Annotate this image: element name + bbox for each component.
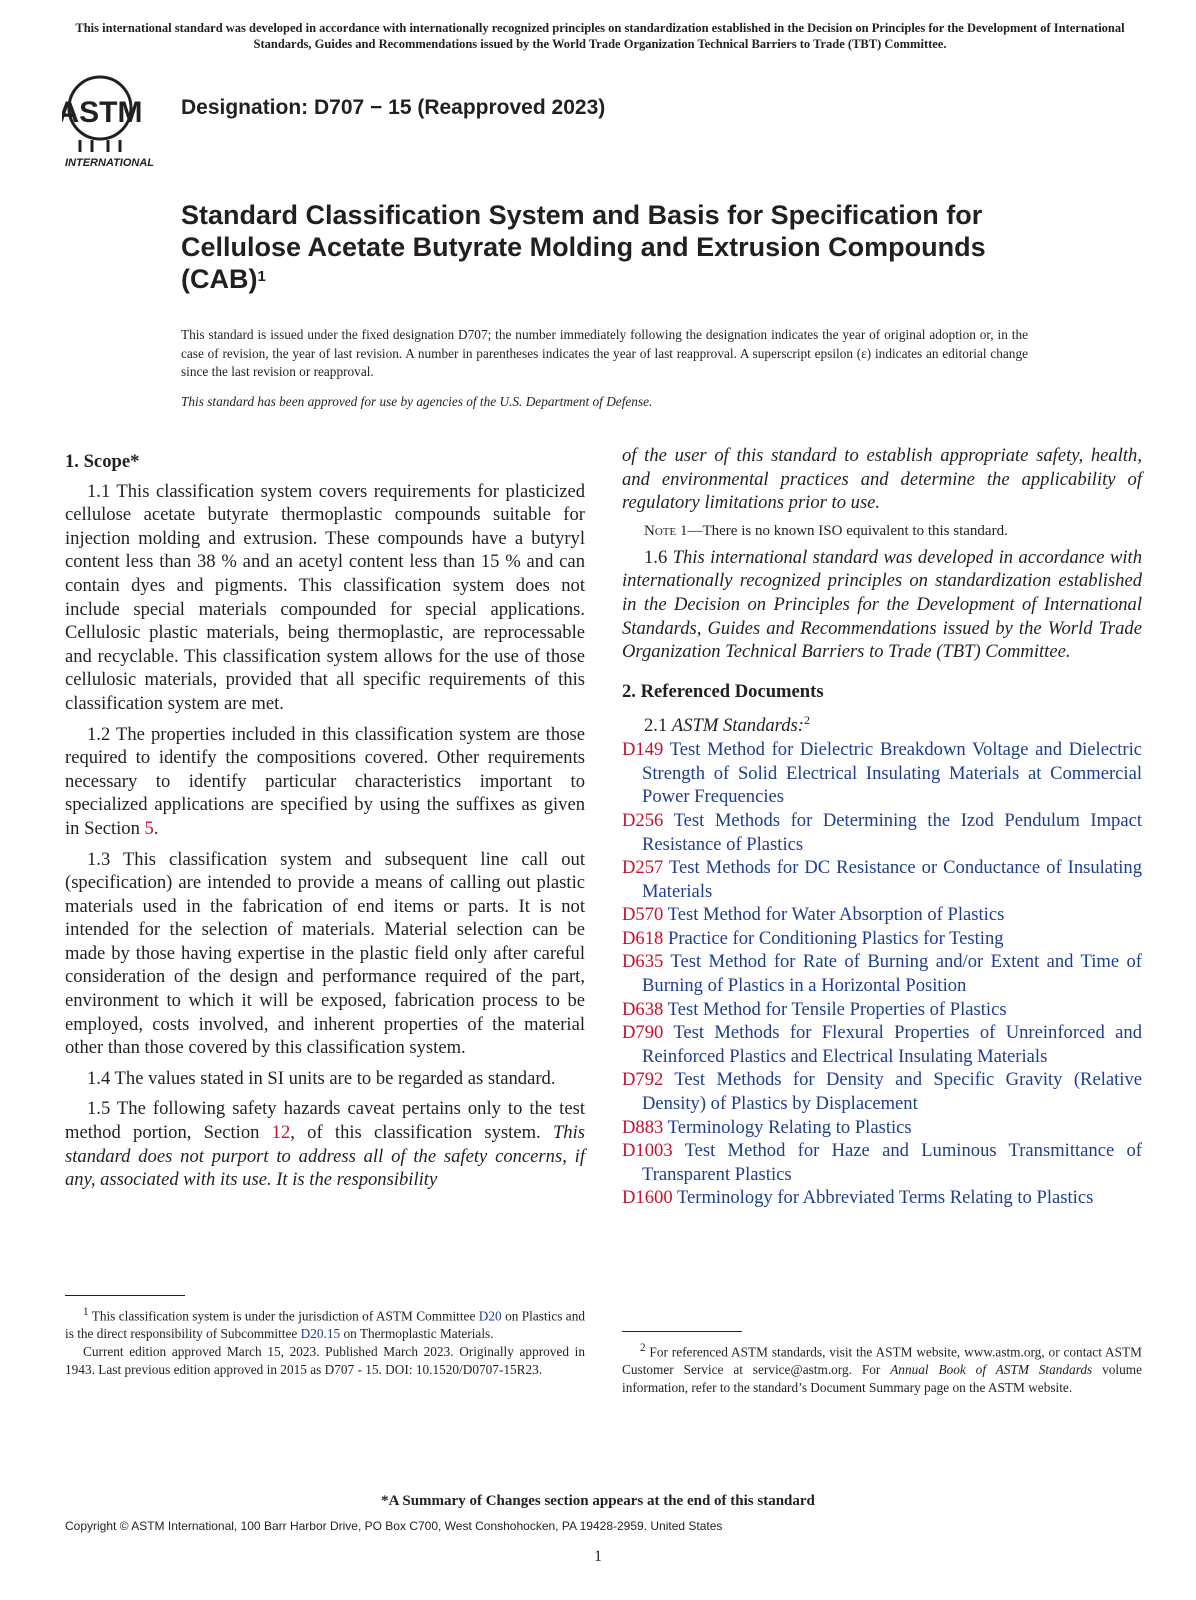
svg-text:INTERNATIONAL: INTERNATIONAL bbox=[65, 157, 155, 169]
reference-title-link[interactable]: Test Method for Tensile Properties of Plastics bbox=[667, 998, 1007, 1020]
paragraph-1-6: 1.6 This international standard was developed in accordance with internationally recognized principles on standardization established in the Decision on Principles for the Development of International Standards, Guides and Recommendations issued by the World Trade Organization Technical Barriers to Trade (TBT) Committee. bbox=[622, 546, 1143, 663]
section-heading-referenced-documents: 2. Referenced Documents bbox=[622, 680, 824, 702]
reference-code-link[interactable]: D1600 bbox=[622, 1187, 673, 1209]
committee-d20-link[interactable]: D20 bbox=[478, 1308, 502, 1324]
reference-title-link[interactable]: Test Methods for Flexural Properties of Unreinforced and Reinforced Plastics and Electrical Insulating Materials bbox=[642, 1022, 1143, 1067]
right-column bbox=[622, 444, 1142, 1210]
reference-code-link[interactable]: D570 bbox=[622, 904, 664, 926]
reference-title-link[interactable]: Test Method for Dielectric Breakdown Voltage and Dielectric Strength of Solid Electrical Insulating Materials at Commercial Power Frequencies bbox=[642, 739, 1142, 808]
reference-title-link[interactable]: Test Methods for Determining the Izod Pendulum Impact Resistance of Plastics bbox=[642, 809, 1142, 855]
reference-item bbox=[622, 1068, 1142, 1115]
svg-text:ASTM: ASTM bbox=[62, 96, 143, 129]
page-number: 1 bbox=[594, 1548, 602, 1565]
reference-code-link[interactable]: D638 bbox=[622, 998, 664, 1020]
reference-item bbox=[622, 1116, 1142, 1140]
reference-title-link[interactable]: Test Method for Water Absorption of Plastics bbox=[667, 904, 1005, 926]
reference-code-link[interactable]: D618 bbox=[622, 927, 664, 949]
footnote-divider-left bbox=[65, 1295, 185, 1296]
astm-standards-subheading: 2.1 ASTM Standards:$^2$ bbox=[644, 713, 810, 737]
issuance-note: This standard is issued under the fixed designation D707; the number immediately following the designation indicates the year of original adoption or, in the case of revision, the year of last revision. A number in parentheses indicates the year of last reapproval. A superscript epsilon (ε) indicates an editorial change since the last revision or reapproval. bbox=[181, 327, 1028, 379]
safety-caveat: This standard does not purport to address all of the safety concerns, if any, associated with its use. It is the responsibility bbox=[65, 1122, 585, 1191]
footnote-divider-right bbox=[622, 1331, 742, 1332]
reference-item bbox=[622, 1021, 1142, 1068]
reference-item bbox=[622, 738, 1142, 809]
reference-item bbox=[622, 1186, 1142, 1210]
document-title bbox=[181, 199, 1041, 295]
paragraph-1-4: 1.4 The values stated in SI units are to be regarded as standard. bbox=[87, 1067, 556, 1089]
edition-note: Current edition approved March 15, 2023. Published March 2023. Originally approved in 1943. Last previous edition approved in 2015 as D707 - 15. DOI: 10.1520/D0707-15R23. bbox=[65, 1344, 585, 1378]
copyright-line: Copyright © ASTM International, 100 Barr Harbor Drive, PO Box C700, West Conshohocken, PA 19428-2959. United States bbox=[65, 1519, 723, 1533]
footnote-2: $^2$ For referenced ASTM standards, visit the ASTM website, www.astm.org, or contact ASTM Customer Service at service@astm.org. For Annual Book of ASTM Standards volume information, refer to the standard’s Document Summary page on the ASTM website. bbox=[622, 1342, 1142, 1396]
subcommittee-d20-15-link[interactable]: D20.15 bbox=[300, 1326, 341, 1342]
reference-code-link[interactable]: D149 bbox=[622, 739, 664, 761]
reference-code-link[interactable]: D883 bbox=[622, 1116, 664, 1138]
paragraph-1-3: 1.3 This classification system and subsequent line call out (specification) are intended to provide a means of calling out plastic materials used in the fabrication of end items or parts. It is not intended for the selection of materials. Material selection can be made by those having expertise in the plastic field only after careful consideration of the design and performance required of the part, environment to which it will be exposed, fabrication process to be employed, costs involved, and inherent properties of the material other than those covered by this classification system. bbox=[65, 848, 585, 1059]
reference-title-link[interactable]: Test Methods for Density and Specific Gravity (Relative Density) of Plastics by Displacement bbox=[642, 1069, 1142, 1115]
paragraph-1-5: 1.5 The following safety hazards caveat pertains only to the test method portion, Section 12, of this classification system. This standard does not purport to address all of the safety concerns, if any, associated with its use. It is the responsibility bbox=[65, 1098, 585, 1191]
reference-code-link[interactable]: D1003 bbox=[622, 1140, 673, 1162]
left-column bbox=[65, 450, 585, 1199]
reference-code-link[interactable]: D790 bbox=[622, 1022, 664, 1044]
reference-item bbox=[622, 856, 1142, 903]
astm-logo bbox=[62, 70, 172, 170]
referenced-standards-list bbox=[622, 738, 1142, 1210]
reference-title-link[interactable]: Terminology Relating to Plastics bbox=[667, 1116, 912, 1138]
section-12-link[interactable]: 12 bbox=[271, 1122, 291, 1144]
designation: Designation: D707 − 15 (Reapproved 2023) bbox=[181, 96, 606, 119]
title-footnote-marker: 1 bbox=[257, 268, 266, 285]
reference-item bbox=[622, 903, 1142, 927]
section-heading-scope: 1. Scope* bbox=[65, 451, 140, 472]
reference-item bbox=[622, 809, 1142, 856]
reference-title-link[interactable]: Terminology for Abbreviated Terms Relating to Plastics bbox=[676, 1187, 1094, 1209]
reference-code-link[interactable]: D257 bbox=[622, 857, 664, 879]
reference-code-link[interactable]: D635 bbox=[622, 951, 664, 973]
safety-caveat-continued: of the user of this standard to establish appropriate safety, health, and environmental practices and determine the applicability of regulatory limitations prior to use. bbox=[622, 445, 1142, 514]
footnote-1: $^1$ This classification system is under the jurisdiction of ASTM Committee D20 on Plastics and is the direct responsibility of Subcommittee D20.15 on Thermoplastic Materials. Current edition approved March 15, 2023. Published March 2023. Originally approved in 1943. Last previous edition approved in 2015 as D707 - 15. DOI: 10.1520/D0707-15R23. bbox=[65, 1306, 585, 1378]
paragraph-1-2: 1.2 The properties included in this classification system are those required to identify the compositions covered. Other requirements necessary to identify particular characteristics important to specialized applications are specified by using the suffixes as given in Section 5. bbox=[65, 723, 585, 839]
reference-title-link[interactable]: Test Method for Rate of Burning and/or Extent and Time of Burning of Plastics in a Horizontal Position bbox=[642, 951, 1143, 997]
reference-item bbox=[622, 998, 1142, 1022]
dod-approval-note: This standard has been approved for use by agencies of the U.S. Department of Defense. bbox=[181, 394, 653, 409]
astm-logo-graphic bbox=[62, 70, 172, 170]
reference-code-link[interactable]: D256 bbox=[622, 809, 664, 831]
reference-item bbox=[622, 950, 1142, 997]
reference-code-link[interactable]: D792 bbox=[622, 1069, 664, 1091]
note-1: Note 1—There is no known ISO equivalent to this standard. bbox=[644, 522, 1008, 539]
header-notice: This international standard was developed in accordance with internationally recognized principles on standardization established in the Decision on Principles for the Development of International Standards, Guides and Recommendations issued by the World Trade Organization Technical Barriers to Trade (TBT) Committee. bbox=[75, 21, 1125, 51]
reference-title-link[interactable]: Practice for Conditioning Plastics for Testing bbox=[667, 927, 1004, 949]
summary-of-changes-notice: *A Summary of Changes section appears at the end of this standard bbox=[381, 1493, 815, 1509]
paragraph-1-1: 1.1 This classification system covers requirements for plasticized cellulose acetate butyrate thermoplastic compounds suitable for injection molding and extrusion. These compounds have a butyryl content less than 38 % and an acetyl content less than 15 % and can contain dyes and pigments. This classification system does not include special materials compounded for special applications. Cellulosic plastic materials, being thermoplastic, are reprocessable and recyclable. This classification system allows for the use of those cellulosic materials, provided that all specific requirements of this classification system are met. bbox=[65, 480, 585, 714]
title-text: Standard Classification System and Basis for Specification for Cellulose Acetate Butyrate Molding and Extrusion Compounds (CAB) bbox=[181, 200, 986, 294]
reference-item bbox=[622, 1139, 1142, 1186]
section-5-link[interactable]: 5 bbox=[144, 817, 154, 839]
reference-item bbox=[622, 927, 1142, 951]
reference-title-link[interactable]: Test Methods for DC Resistance or Conductance of Insulating Materials bbox=[642, 857, 1142, 902]
reference-title-link[interactable]: Test Method for Haze and Luminous Transmittance of Transparent Plastics bbox=[642, 1140, 1142, 1185]
